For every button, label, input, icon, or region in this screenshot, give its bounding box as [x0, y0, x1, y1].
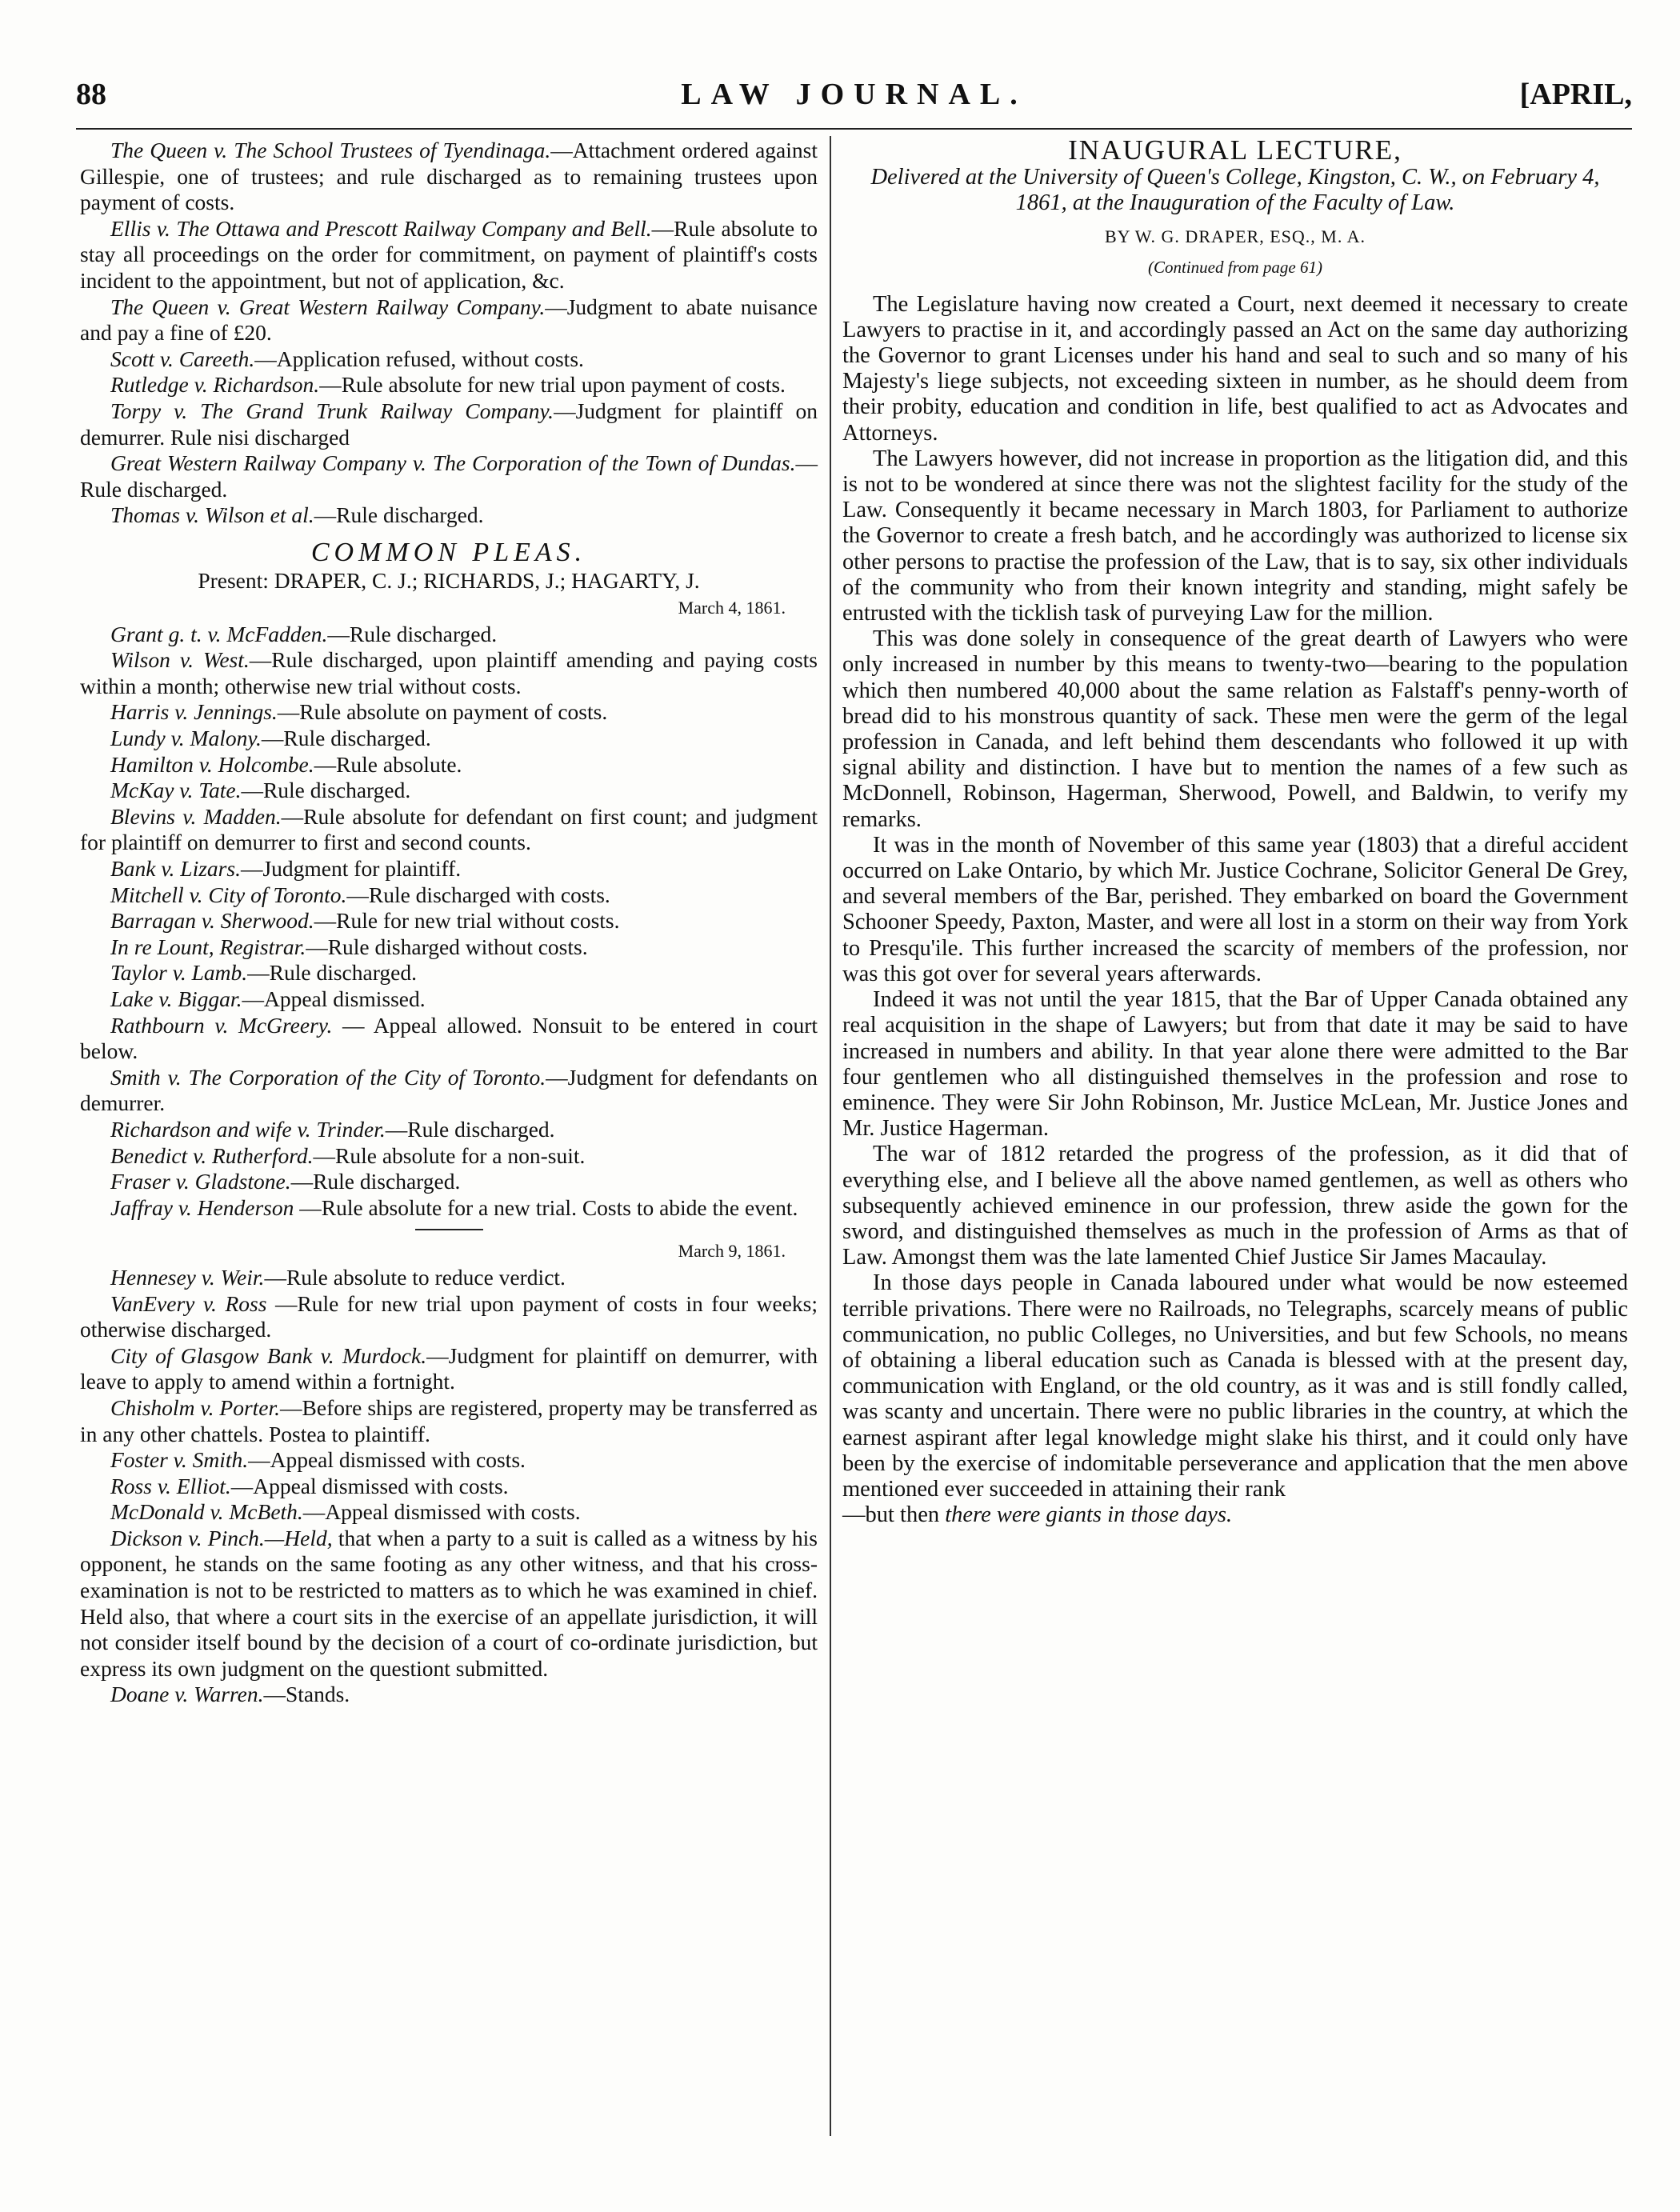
- case-ruling: —Rule discharged.: [247, 960, 417, 986]
- case-ruling: —Judgment for plaintiff on demurrer. Rule nisi discharged: [80, 398, 818, 450]
- case-name: McDonald v. McBeth.: [110, 1499, 303, 1525]
- case-entry: [80, 960, 818, 986]
- case-name: Lundy v. Malony.: [110, 726, 262, 751]
- case-ruling: —Rule discharged.: [314, 502, 484, 528]
- closing-text: —but then: [842, 1502, 946, 1528]
- case-ruling: —Rule absolute for new trial upon payment of costs.: [319, 372, 786, 398]
- case-ruling: —Rule discharged.: [385, 1116, 555, 1142]
- case-entry: [80, 778, 818, 804]
- case-entry: [80, 138, 818, 216]
- case-entry: [80, 398, 818, 450]
- case-ruling: —Rule discharged.: [261, 726, 431, 751]
- case-name: Jaffray v. Henderson: [110, 1194, 294, 1220]
- case-name: VanEvery v. Ross: [110, 1290, 267, 1316]
- case-list-bottom: [80, 1265, 818, 1708]
- present-line: Present: DRAPER, C. J.; RICHARDS, J.; HAGARTY, J.: [198, 567, 700, 593]
- case-name: Fraser v. Gladstone.: [110, 1169, 291, 1194]
- case-name: Richardson and wife v. Trinder.: [110, 1116, 386, 1142]
- case-entry: [80, 1395, 818, 1447]
- case-entry: [80, 1013, 818, 1065]
- date-march-4: March 4, 1861.: [678, 598, 786, 618]
- lecture-subtitle: Delivered at the University of Queen's College, Kingston, C. W., on February 4, 1861, at the Inauguration of the Faculty of Law.: [870, 165, 1600, 216]
- case-name: Ellis v. The Ottawa and Prescott Railway Company and Bell.: [110, 215, 652, 241]
- case-ruling: —Rule absolute for a new trial. Costs to abide the event.: [294, 1194, 798, 1220]
- page-number: 88: [76, 78, 106, 111]
- journal-title: LAW JOURNAL.: [681, 78, 1027, 111]
- case-ruling: —Rule absolute for defendant on first count; and judgment for plaintiff on demurrer to first and second counts.: [80, 803, 818, 855]
- separator-rule: [415, 1229, 483, 1230]
- case-name: Blevins v. Madden.: [110, 803, 282, 829]
- case-entry: [80, 752, 818, 778]
- case-ruling: —Attachment ordered against Gillespie, one of trustees; and rule discharged as to remaining trustees upon payment of costs.: [80, 138, 818, 215]
- closing-italic: there were giants in those days.: [945, 1502, 1233, 1528]
- case-name: Ross v. Elliot.: [110, 1473, 231, 1498]
- case-entry: [80, 1499, 818, 1526]
- lecture-byline: BY W. G. DRAPER, ESQ., M. A.: [1104, 226, 1366, 247]
- case-name: Thomas v. Wilson et al.: [110, 502, 314, 528]
- case-ruling: —Rule discharged, upon plaintiff amending and paying costs within a month; otherwise new trial without costs.: [80, 647, 818, 698]
- case-ruling: —Appeal dismissed with costs.: [230, 1473, 509, 1498]
- case-entry: [80, 502, 818, 529]
- case-entry: [80, 1065, 818, 1117]
- case-entry: [80, 1526, 818, 1682]
- case-name: Barragan v. Sherwood.: [110, 908, 314, 934]
- case-name: Torpy v. The Grand Trunk Railway Company.: [110, 398, 554, 423]
- case-ruling: —Appeal dismissed.: [242, 986, 426, 1011]
- case-name: Scott v. Careeth.: [110, 346, 255, 371]
- column-divider: [830, 136, 831, 2136]
- case-name: Rathbourn v. McGreery.: [110, 1012, 333, 1038]
- continued-note: (Continued from page 61): [1148, 258, 1322, 278]
- case-ruling: —Judgment for plaintiff on demurrer, with leave to apply to amend within a fortnight.: [80, 1342, 818, 1394]
- case-entry: [80, 216, 818, 294]
- case-entry: [80, 1117, 818, 1143]
- case-ruling: —Application refused, without costs.: [254, 346, 584, 371]
- case-entry: [80, 1265, 818, 1291]
- case-name: Harris v. Jennings.: [110, 699, 278, 725]
- lecture-paragraph: It was in the month of November of this same year (1803) that a direful accident occurred on Lake Ontario, by which Mr. Justice Cochrane, Solicitor General De Grey, and several members of the Bar, perished. They embarked on board the Government Schooner Speedy, Paxton, Master, and were all lost in a storm on their way from York to Presqu'ile. This further increased the scarcity of members of the profession, nor was this got over for several years afterwards.: [842, 832, 1628, 986]
- case-name: Doane v. Warren.: [110, 1682, 264, 1707]
- case-ruling: —Judgment for defendants on demurrer.: [80, 1064, 818, 1116]
- case-ruling: —Rule discharged.: [80, 450, 818, 502]
- case-ruling: —Rule absolute to stay all proceedings on the order for commitment, on payment of plaintiff's costs incident to the appointment, but not of application, &c.: [80, 215, 818, 293]
- case-entry: [80, 450, 818, 502]
- case-entry: [80, 1682, 818, 1708]
- case-name: Smith v. The Corporation of the City of Toronto.: [110, 1064, 546, 1090]
- case-ruling: —Rule absolute on payment of costs.: [277, 699, 608, 725]
- lecture-paragraph: The Legislature having now created a Court, next deemed it necessary to create Lawyers to practise in it, and accordingly passed an Act on the same day authorizing the Governor to grant Licenses under his hand and seal to such and so many of his Majesty's liege subjects, not exceeding sixteen in number, as he should deem from their probity, education and condition in life, best qualified to act as Advocates and Attorneys.: [842, 291, 1628, 446]
- case-ruling: —Before ships are registered, property may be transferred as in any other chattels. Postea to plaintiff.: [80, 1394, 818, 1446]
- case-ruling: —Rule discharged with costs.: [346, 882, 610, 907]
- lecture-title: INAUGURAL LECTURE,: [1068, 134, 1402, 166]
- case-ruling: —Rule for new trial upon payment of costs in four weeks; otherwise discharged.: [80, 1290, 818, 1342]
- case-entry: [80, 294, 818, 346]
- case-ruling: —Rule disharged without costs.: [306, 934, 588, 959]
- case-list-top: [80, 138, 818, 529]
- lecture-body: [842, 292, 1628, 1503]
- case-name: The Queen v. The School Trustees of Tyendinaga.: [110, 138, 551, 162]
- case-name: Dickson v. Pinch.—Held,: [110, 1525, 333, 1550]
- case-name: Rutledge v. Richardson.: [110, 372, 320, 398]
- lecture-paragraph: The Lawyers however, did not increase in proportion as the litigation did, and this is not to be wondered at since there was not the slightest facility for the study of the Law. Consequently it became necessary in March 1803, for Parliament to authorize the Governor to create a fresh batch, and he accordingly was authorized to license six other persons to practise the profession of the Law, that is to say, six other individuals of the community who from their known integrity and standing, might safely be entrusted with the ticklish task of purveying Law for the million.: [842, 446, 1628, 626]
- lecture-closing: [842, 1502, 1628, 1528]
- case-ruling: —Rule discharged.: [241, 778, 411, 803]
- case-ruling: —Rule absolute for a non-suit.: [313, 1142, 586, 1168]
- case-name: Lake v. Biggar.: [110, 986, 242, 1011]
- case-entry: [80, 986, 818, 1013]
- case-entry: [80, 1447, 818, 1474]
- case-ruling: —Rule discharged.: [290, 1169, 461, 1194]
- case-entry: [80, 372, 818, 398]
- header-rule: [76, 128, 1632, 130]
- date-march-9: March 9, 1861.: [678, 1241, 786, 1262]
- case-name: Hamilton v. Holcombe.: [110, 751, 314, 777]
- lecture-paragraph: In those days people in Canada laboured under what would be now esteemed terrible privations. There were no Railroads, no Telegraphs, scarcely means of public communication, no public Colleges, no Universities, and but few Schools, no means of obtaining a liberal education such as Canada is blessed with at the present day, communication with England, or the old country, as it was and is still fondly called, was scanty and uncertain. There were no public libraries in the country, at which the earnest aspirant after legal knowledge might slake his thirst, and it could only have been by the exercise of indomitable perseverance and application that the men above mentioned ever succeeded in attaining their rank: [842, 1270, 1628, 1502]
- case-entry: [80, 346, 818, 373]
- case-name: Taylor v. Lamb.: [110, 960, 248, 986]
- case-entry: [80, 1195, 818, 1222]
- case-ruling: —Judgment for plaintiff.: [240, 856, 462, 882]
- case-entry: [80, 804, 818, 856]
- case-ruling: —Rule for new trial without costs.: [314, 908, 620, 934]
- case-ruling: — Appeal allowed. Nonsuit to be entered in court below.: [80, 1012, 818, 1064]
- case-entry: [80, 622, 818, 648]
- lecture-paragraph: This was done solely in consequence of the great dearth of Lawyers who were only increased in number by this means to twenty-two—bearing to the population which then numbered 40,000 about the same relation as Falstaff's penny-worth of bread did to his monstrous quantity of sack. These men were the germ of the legal profession in Canada, and left behind them descendants who followed it up with signal ability and distinction. I have but to mention the names of a few such as McDonnell, Robinson, Hagerman, Sherwood, Powell, and Baldwin, to verify my remarks.: [842, 626, 1628, 832]
- lecture-paragraph: Indeed it was not until the year 1815, that the Bar of Upper Canada obtained any real acquisition in the shape of Lawyers; but from that date it may be said to have increased in numbers and ability. In that year alone there were admitted to the Bar four gentlemen who all distinguished themselves in the profession and rose to eminence. They were Sir John Robinson, Mr. Justice McLean, Mr. Justice Jones and Mr. Justice Hagerman.: [842, 987, 1628, 1142]
- case-ruling: —Judgment to abate nuisance and pay a fine of £20.: [80, 294, 818, 346]
- case-name: Mitchell v. City of Toronto.: [110, 882, 347, 907]
- case-name: Grant g. t. v. McFadden.: [110, 621, 328, 646]
- case-name: Wilson v. West.: [110, 647, 250, 673]
- case-ruling: —Rule absolute to reduce verdict.: [264, 1264, 566, 1290]
- case-ruling: —Appeal dismissed with costs.: [248, 1447, 526, 1473]
- case-ruling: that when a party to a suit is called as a witness by his opponent, he stands on the same footing as any other witness, and that his cross-examination is not to be restricted to matters as to which he was examined in chief. Held also, that where a court sits in the exercise of an appellate jurisdiction, it will not consider itself bound by the decision of a court of co-ordinate jurisdiction, but express its own judgment on the questiont submitted.: [80, 1525, 818, 1681]
- lecture-paragraph: The war of 1812 retarded the progress of the profession, as it did that of everything else, and I believe all the above named gentlemen, as well as others who subsequently achieved eminence in our profession, threw aside the gown for the sword, and distinguished themselves as much in the profession of Arms as that of Law. Amongst them was the late lamented Chief Justice Sir James Macaulay.: [842, 1142, 1628, 1270]
- case-name: In re Lount, Registrar.: [110, 934, 306, 959]
- case-ruling: —Rule discharged.: [327, 621, 498, 646]
- case-name: Hennesey v. Weir.: [110, 1264, 265, 1290]
- left-column: [80, 138, 818, 1708]
- case-name: Bank v. Lizars.: [110, 856, 241, 882]
- case-name: Chisholm v. Porter.: [110, 1394, 281, 1420]
- case-entry: [80, 1291, 818, 1343]
- case-entry: [80, 699, 818, 726]
- case-entry: [80, 882, 818, 909]
- page-header: [76, 77, 1632, 117]
- case-ruling: —Stands.: [263, 1682, 350, 1707]
- section-title: COMMON PLEAS.: [310, 537, 587, 567]
- case-name: Great Western Railway Company v. The Corporation of the Town of Dundas.: [110, 450, 796, 476]
- header-month: [APRIL,: [1519, 78, 1632, 111]
- case-entry: [80, 1143, 818, 1170]
- case-name: City of Glasgow Bank v. Murdock.: [110, 1342, 427, 1368]
- case-name: McKay v. Tate.: [110, 778, 242, 803]
- case-entry: [80, 1169, 818, 1195]
- case-entry: [80, 934, 818, 961]
- case-name: Benedict v. Rutherford.: [110, 1142, 314, 1168]
- case-entry: [80, 726, 818, 752]
- right-column: [842, 134, 1628, 1528]
- case-entry: [80, 1343, 818, 1395]
- case-ruling: —Appeal dismissed with costs.: [302, 1499, 581, 1525]
- case-entry: [80, 856, 818, 882]
- case-ruling: —Rule absolute.: [314, 751, 462, 777]
- case-name: Foster v. Smith.: [110, 1447, 249, 1473]
- case-entry: [80, 908, 818, 934]
- case-entry: [80, 1474, 818, 1500]
- case-entry: [80, 647, 818, 699]
- case-name: The Queen v. Great Western Railway Company.: [110, 294, 546, 319]
- case-list-middle: [80, 622, 818, 1222]
